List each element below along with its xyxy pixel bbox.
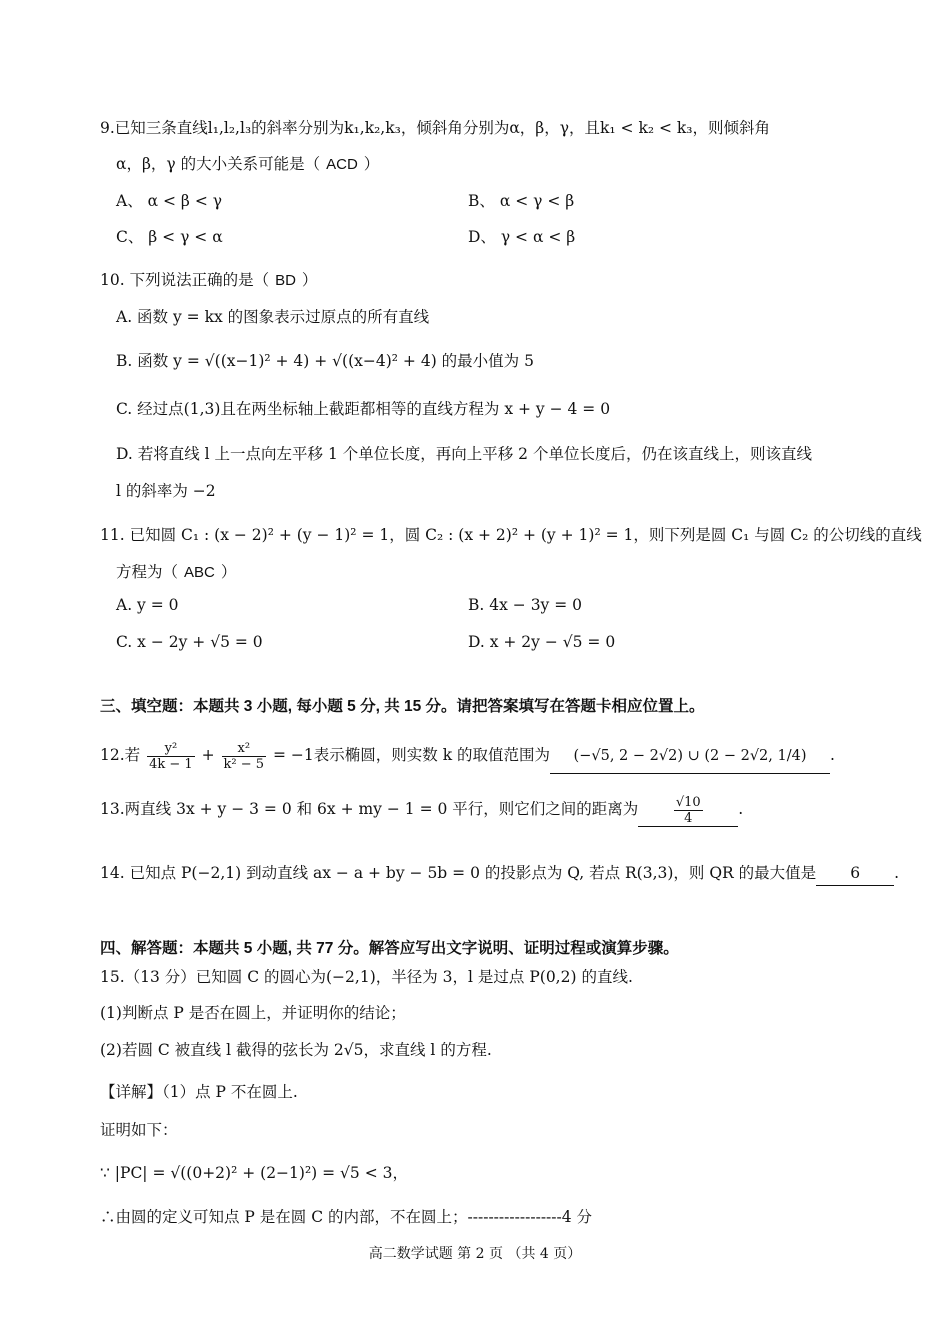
q9-option-a: A、 α < β < γ — [116, 192, 222, 210]
q9-line2 — [116, 152, 379, 177]
section-3-heading: 三、填空题：本题共 3 小题, 每小题 5 分, 共 15 分。请把答案填写在答题卡相应位置上。 — [100, 698, 705, 715]
q12-fraction-2-numerator: x² — [222, 741, 267, 757]
q12-fraction-2 — [222, 741, 267, 772]
q10-option-c: C. 经过点(1,3)且在两坐标轴上截距都相等的直线方程为 x + y − 4 = 0 — [116, 400, 611, 418]
q11-option-c: C. x − 2y + √5 = 0 — [116, 633, 263, 651]
q15-conclusion: ∴由圆的定义可知点 P 是在圆 C 的内部，不在圆上；------------------4 分 — [100, 1208, 593, 1226]
q9-line2-suffix: ） — [363, 155, 380, 173]
q11-option-a: A. y = 0 — [116, 596, 179, 614]
q15-proof-intro: 证明如下： — [100, 1121, 178, 1139]
q12-fraction-1 — [147, 741, 195, 772]
q15-part2: (2)若圆 C 被直线 l 截得的弦长为 2√5，求直线 l 的方程. — [100, 1041, 492, 1059]
q10-stem-suffix: ） — [301, 271, 318, 289]
q14-answer: 6 — [816, 861, 894, 886]
q10-option-d-line2: l 的斜率为 −2 — [116, 482, 216, 500]
q14 — [100, 861, 899, 886]
q9-answer: ACD — [326, 156, 358, 173]
q14-text: 14. 已知点 P(−2,1) 到动直线 ax − a + by − 5b = 0 的投影点为 Q, 若点 R(3,3)，则 QR 的最大值是 — [100, 864, 817, 882]
q10-option-a: A. 函数 y = kx 的图象表示过原点的所有直线 — [116, 308, 430, 326]
q11-line2 — [116, 560, 236, 585]
q13-end: . — [738, 800, 744, 818]
q12-fraction-1-denominator: 4k − 1 — [149, 756, 193, 772]
q13 — [100, 792, 743, 827]
q10-stem — [100, 268, 317, 293]
q13-answer-blank — [638, 792, 738, 827]
q9-option-d: D、 γ < α < β — [468, 228, 576, 246]
q12-fraction-1-numerator: y² — [147, 741, 195, 757]
q13-answer — [674, 795, 703, 826]
q12 — [100, 738, 835, 774]
q15-stem: 15.（13 分）已知圆 C 的圆心为(−2,1)，半径为 3，l 是过点 P(0,2) 的直线. — [100, 968, 633, 986]
q9-option-b: B、 α < γ < β — [468, 192, 575, 210]
q10-option-b: B. 函数 y = √((x−1)² + 4) + √((x−4)² + 4) 的最小值为 5 — [116, 352, 534, 370]
q11-line2-suffix: ） — [220, 563, 237, 581]
q9-option-c: C、 β < γ < α — [116, 228, 223, 246]
q12-answer: (−√5, 2 − 2√2) ∪ (2 − 2√2, 1/4) — [550, 739, 830, 774]
section-4-heading: 四、解答题：本题共 5 小题, 共 77 分。解答应写出文字说明、证明过程或演算步骤。 — [100, 940, 679, 957]
q10-option-d-line1: D. 若将直线 l 上一点向左平移 1 个单位长度，再向上平移 2 个单位长度后，仍在该直线上，则该直线 — [116, 445, 812, 463]
q13-answer-numerator: √10 — [675, 794, 701, 810]
q12-middle: = −1表示椭圆，则实数 k 的取值范围为 — [273, 746, 551, 764]
q10-stem-prefix: 10. 下列说法正确的是（ — [100, 271, 270, 289]
q12-end: . — [830, 746, 835, 764]
q13-text: 13.两直线 3x + y − 3 = 0 和 6x + my − 1 = 0 平行，则它们之间的距离为 — [100, 800, 639, 818]
q9-line1: 9.已知三条直线l₁,l₂,l₃的斜率分别为k₁,k₂,k₃，倾斜角分别为α，β，γ，且k₁ < k₂ < k₃，则倾斜角 — [100, 119, 771, 137]
q10-answer: BD — [275, 272, 296, 289]
page-footer: 高二数学试题 第 2 页 （共 4 页） — [368, 1246, 582, 1262]
q12-plus: + — [201, 746, 215, 764]
q12-fraction-2-denominator: k² − 5 — [223, 756, 265, 772]
q15-part1: (1)判断点 P 是否在圆上，并证明你的结论； — [100, 1004, 406, 1022]
q15-calculation: ∵ |PC| = √((0+2)² + (2−1)²) = √5 < 3， — [100, 1164, 408, 1182]
q11-line2-prefix: 方程为（ — [116, 563, 179, 581]
q11-option-b: B. 4x − 3y = 0 — [468, 596, 583, 614]
q11-answer: ABC — [184, 564, 215, 581]
q11-line1: 11. 已知圆 C₁ : (x − 2)² + (y − 1)² = 1，圆 C₂ : (x + 2)² + (y + 1)² = 1，则下列是圆 C₁ 与圆 C₂ 的公切线的直线 — [100, 526, 922, 544]
q9-line2-prefix: α，β，γ 的大小关系可能是（ — [116, 155, 321, 173]
q12-prefix: 12.若 — [100, 746, 141, 764]
q14-end: . — [894, 864, 900, 882]
q15-detail: 【详解】（1）点 P 不在圆上. — [100, 1083, 298, 1101]
q11-option-d: D. x + 2y − √5 = 0 — [468, 633, 616, 651]
q13-answer-denominator: 4 — [684, 810, 693, 826]
